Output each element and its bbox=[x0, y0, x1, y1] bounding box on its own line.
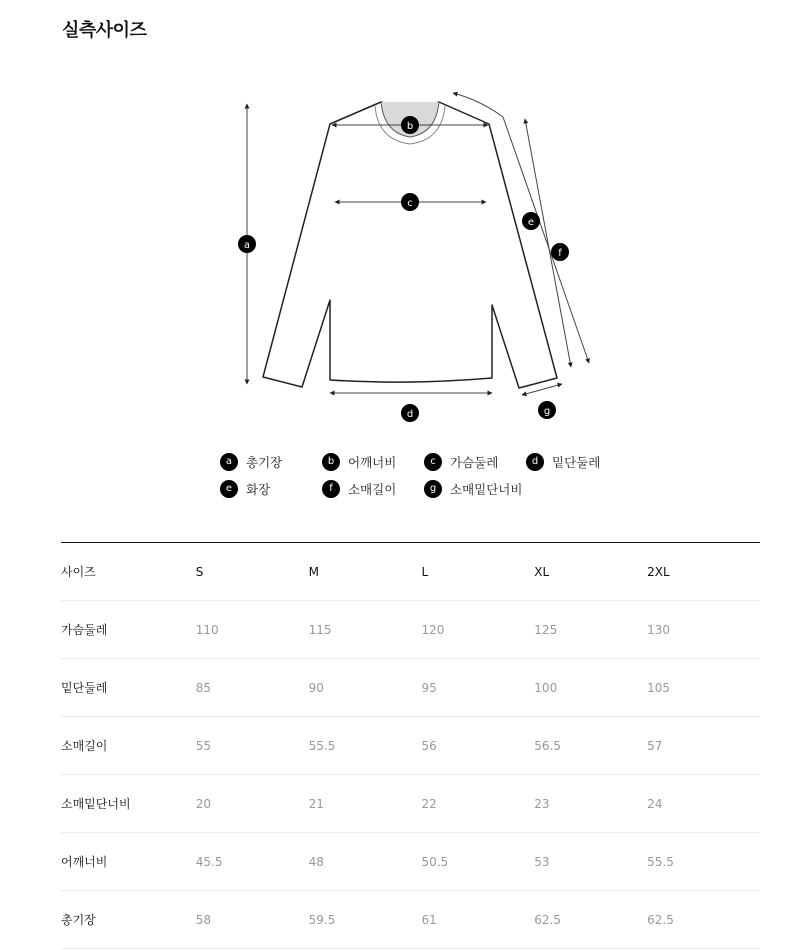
legend-item-d bbox=[526, 453, 628, 471]
row-label: 소매밑단너비 bbox=[61, 775, 196, 833]
table-cell: 115 bbox=[309, 601, 422, 659]
table-cell: 22 bbox=[421, 775, 534, 833]
table-cell: 48 bbox=[309, 833, 422, 891]
svg-text:g: g bbox=[543, 406, 551, 417]
table-cell: 59.5 bbox=[309, 891, 422, 949]
table-cell: 105 bbox=[647, 659, 760, 717]
row-label: 총기장 bbox=[61, 891, 196, 949]
table-cell: 20 bbox=[196, 775, 309, 833]
table-cell: 55 bbox=[196, 717, 309, 775]
table-cell: 56 bbox=[421, 717, 534, 775]
legend-item-a bbox=[220, 453, 322, 471]
legend-label: 총기장 bbox=[246, 454, 283, 470]
legend-label: 화장 bbox=[246, 481, 271, 497]
legend-label: 어깨너비 bbox=[348, 454, 397, 470]
table-row bbox=[61, 659, 760, 717]
table-row bbox=[61, 833, 760, 891]
sleeve-total-measure-line bbox=[453, 93, 589, 363]
table-cell: 62.5 bbox=[534, 891, 647, 949]
badge-d bbox=[401, 404, 419, 422]
table-cell: 24 bbox=[647, 775, 760, 833]
badge-c bbox=[401, 193, 419, 211]
table-cell: 130 bbox=[647, 601, 760, 659]
size-header-2xl: 2XL bbox=[647, 543, 760, 601]
row-label: 밑단둘레 bbox=[61, 659, 196, 717]
legend-item-g bbox=[424, 480, 526, 498]
table-cell: 55.5 bbox=[309, 717, 422, 775]
legend-badge: c bbox=[424, 453, 442, 471]
table-cell: 120 bbox=[421, 601, 534, 659]
row-label: 소매길이 bbox=[61, 717, 196, 775]
table-cell: 61 bbox=[421, 891, 534, 949]
page-title: 실측사이즈 bbox=[62, 20, 147, 41]
table-cell: 100 bbox=[534, 659, 647, 717]
svg-text:b: b bbox=[406, 121, 414, 132]
table-cell: 85 bbox=[196, 659, 309, 717]
svg-text:e: e bbox=[527, 217, 535, 228]
svg-text:a: a bbox=[243, 240, 251, 251]
legend-label: 소매밑단너비 bbox=[450, 481, 523, 497]
size-header-l: L bbox=[421, 543, 534, 601]
table-row bbox=[61, 601, 760, 659]
badge-g bbox=[538, 401, 556, 419]
legend-badge: f bbox=[322, 480, 340, 498]
legend-item-b bbox=[322, 453, 424, 471]
badge-f bbox=[551, 243, 569, 261]
badge-a bbox=[238, 235, 256, 253]
legend-item-e bbox=[220, 480, 322, 498]
svg-text:d: d bbox=[406, 409, 414, 420]
legend-item-f bbox=[322, 480, 424, 498]
legend-badge: a bbox=[220, 453, 238, 471]
table-header-row bbox=[61, 543, 760, 601]
size-table bbox=[61, 542, 760, 949]
row-label: 가슴둘레 bbox=[61, 601, 196, 659]
size-column-header: 사이즈 bbox=[61, 543, 196, 601]
table-cell: 55.5 bbox=[647, 833, 760, 891]
legend-badge: d bbox=[526, 453, 544, 471]
legend-item-c bbox=[424, 453, 526, 471]
measurement-legend bbox=[220, 448, 640, 502]
table-cell: 62.5 bbox=[647, 891, 760, 949]
size-header-m: M bbox=[309, 543, 422, 601]
table-cell: 57 bbox=[647, 717, 760, 775]
badge-e bbox=[522, 212, 540, 230]
row-label: 어깨너비 bbox=[61, 833, 196, 891]
legend-badge: e bbox=[220, 480, 238, 498]
garment-measurement-diagram bbox=[0, 0, 796, 440]
legend-badge: g bbox=[424, 480, 442, 498]
table-cell: 58 bbox=[196, 891, 309, 949]
legend-badge: b bbox=[322, 453, 340, 471]
sleeve-length-measure-line bbox=[525, 119, 571, 367]
size-header-xl: XL bbox=[534, 543, 647, 601]
table-cell: 21 bbox=[309, 775, 422, 833]
table-cell: 50.5 bbox=[421, 833, 534, 891]
badge-b bbox=[401, 116, 419, 134]
legend-label: 밑단둘레 bbox=[552, 454, 601, 470]
table-cell: 53 bbox=[534, 833, 647, 891]
table-cell: 125 bbox=[534, 601, 647, 659]
table-cell: 23 bbox=[534, 775, 647, 833]
table-cell: 110 bbox=[196, 601, 309, 659]
table-cell: 56.5 bbox=[534, 717, 647, 775]
legend-label: 가슴둘레 bbox=[450, 454, 499, 470]
table-row bbox=[61, 891, 760, 949]
svg-text:c: c bbox=[407, 198, 413, 209]
size-header-s: S bbox=[196, 543, 309, 601]
svg-text:f: f bbox=[558, 248, 562, 259]
legend-label: 소매길이 bbox=[348, 481, 397, 497]
table-cell: 45.5 bbox=[196, 833, 309, 891]
table-row bbox=[61, 775, 760, 833]
table-row bbox=[61, 717, 760, 775]
table-cell: 95 bbox=[421, 659, 534, 717]
table-cell: 90 bbox=[309, 659, 422, 717]
